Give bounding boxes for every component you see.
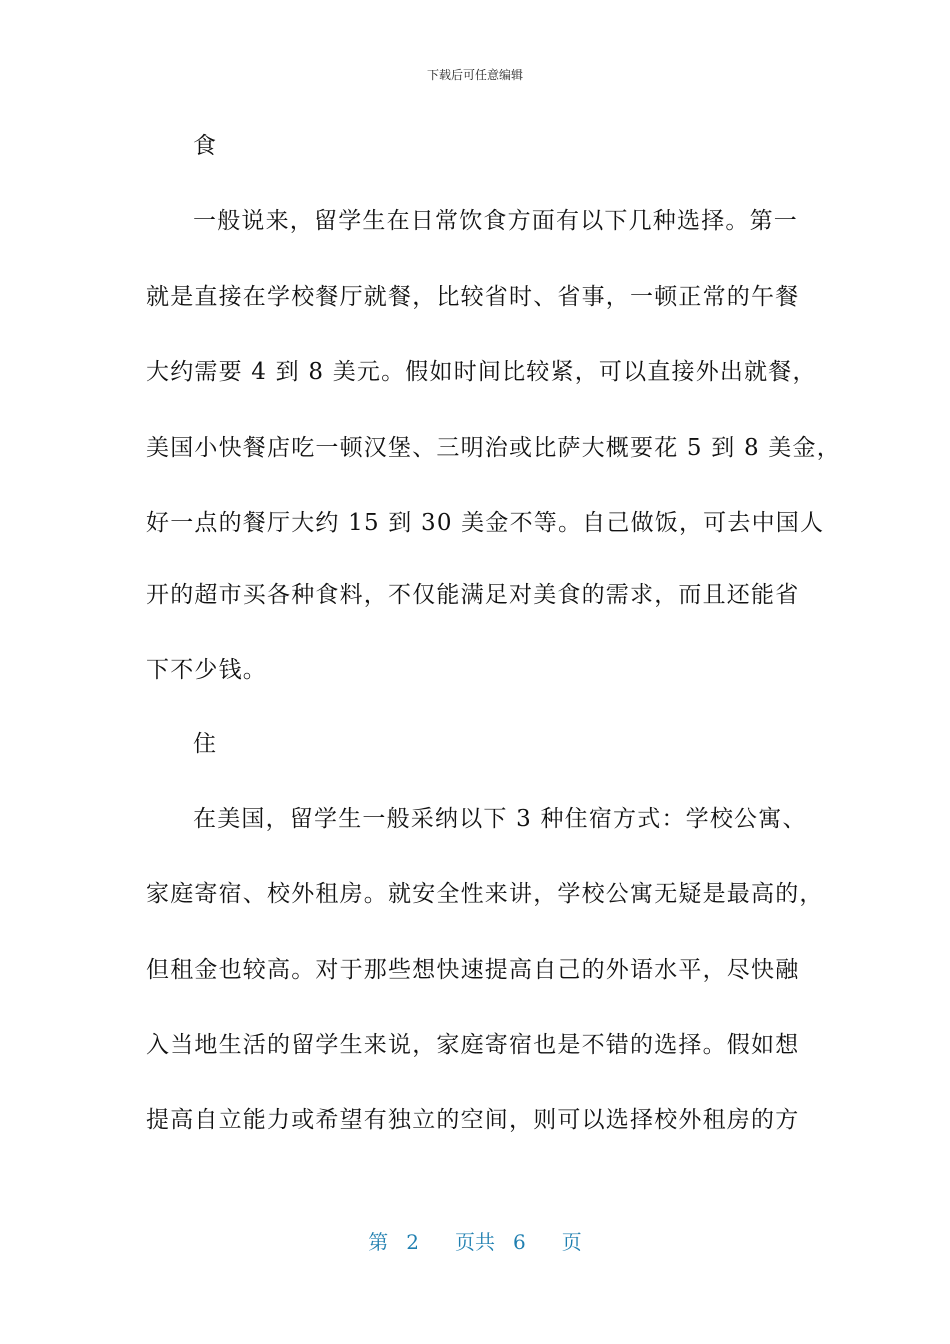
- page-indicator: [0, 1226, 950, 1255]
- paragraph-line: 开的超市买各种食料，不仅能满足对美食的需求，而且还能省: [146, 582, 800, 608]
- paragraph-line: 好一点的餐厅大约 15 到 30 美金不等。自己做饭，可去中国人: [146, 510, 825, 536]
- page-indicator-prefix: 第: [368, 1230, 389, 1254]
- section-heading-food: 食: [193, 133, 218, 159]
- paragraph-line: 在美国，留学生一般采纳以下 3 种住宿方式：学校公寓、: [193, 806, 807, 832]
- total-pages-number: 6: [513, 1230, 526, 1254]
- section-heading-housing: 住: [193, 731, 218, 757]
- paragraph-line: 但租金也较高。对于那些想快速提高自己的外语水平，尽快融: [146, 957, 800, 983]
- paragraph-line: 入当地生活的留学生来说，家庭寄宿也是不错的选择。假如想: [146, 1032, 800, 1058]
- paragraph-line: 就是直接在学校餐厅就餐，比较省时、省事，一顿正常的午餐: [146, 284, 800, 310]
- paragraph-line: 美国小快餐店吃一顿汉堡、三明治或比萨大概要花 5 到 8 美金，: [146, 435, 841, 461]
- paragraph-line: 一般说来，留学生在日常饮食方面有以下几种选择。第一: [193, 208, 798, 234]
- paragraph-line: 大约需要 4 到 8 美元。假如时间比较紧，可以直接外出就餐，: [146, 359, 817, 385]
- page-indicator-suffix: 页: [561, 1230, 582, 1254]
- paragraph-line: 下不少钱。: [146, 657, 267, 683]
- current-page-number: 2: [406, 1230, 419, 1254]
- header-note: 下载后可任意编辑: [426, 68, 523, 82]
- paragraph-line: 家庭寄宿、校外租房。就安全性来讲，学校公寓无疑是最高的，: [146, 881, 824, 907]
- page-indicator-middle: 页共: [455, 1230, 495, 1254]
- paragraph-line: 提高自立能力或希望有独立的空间，则可以选择校外租房的方: [146, 1107, 800, 1133]
